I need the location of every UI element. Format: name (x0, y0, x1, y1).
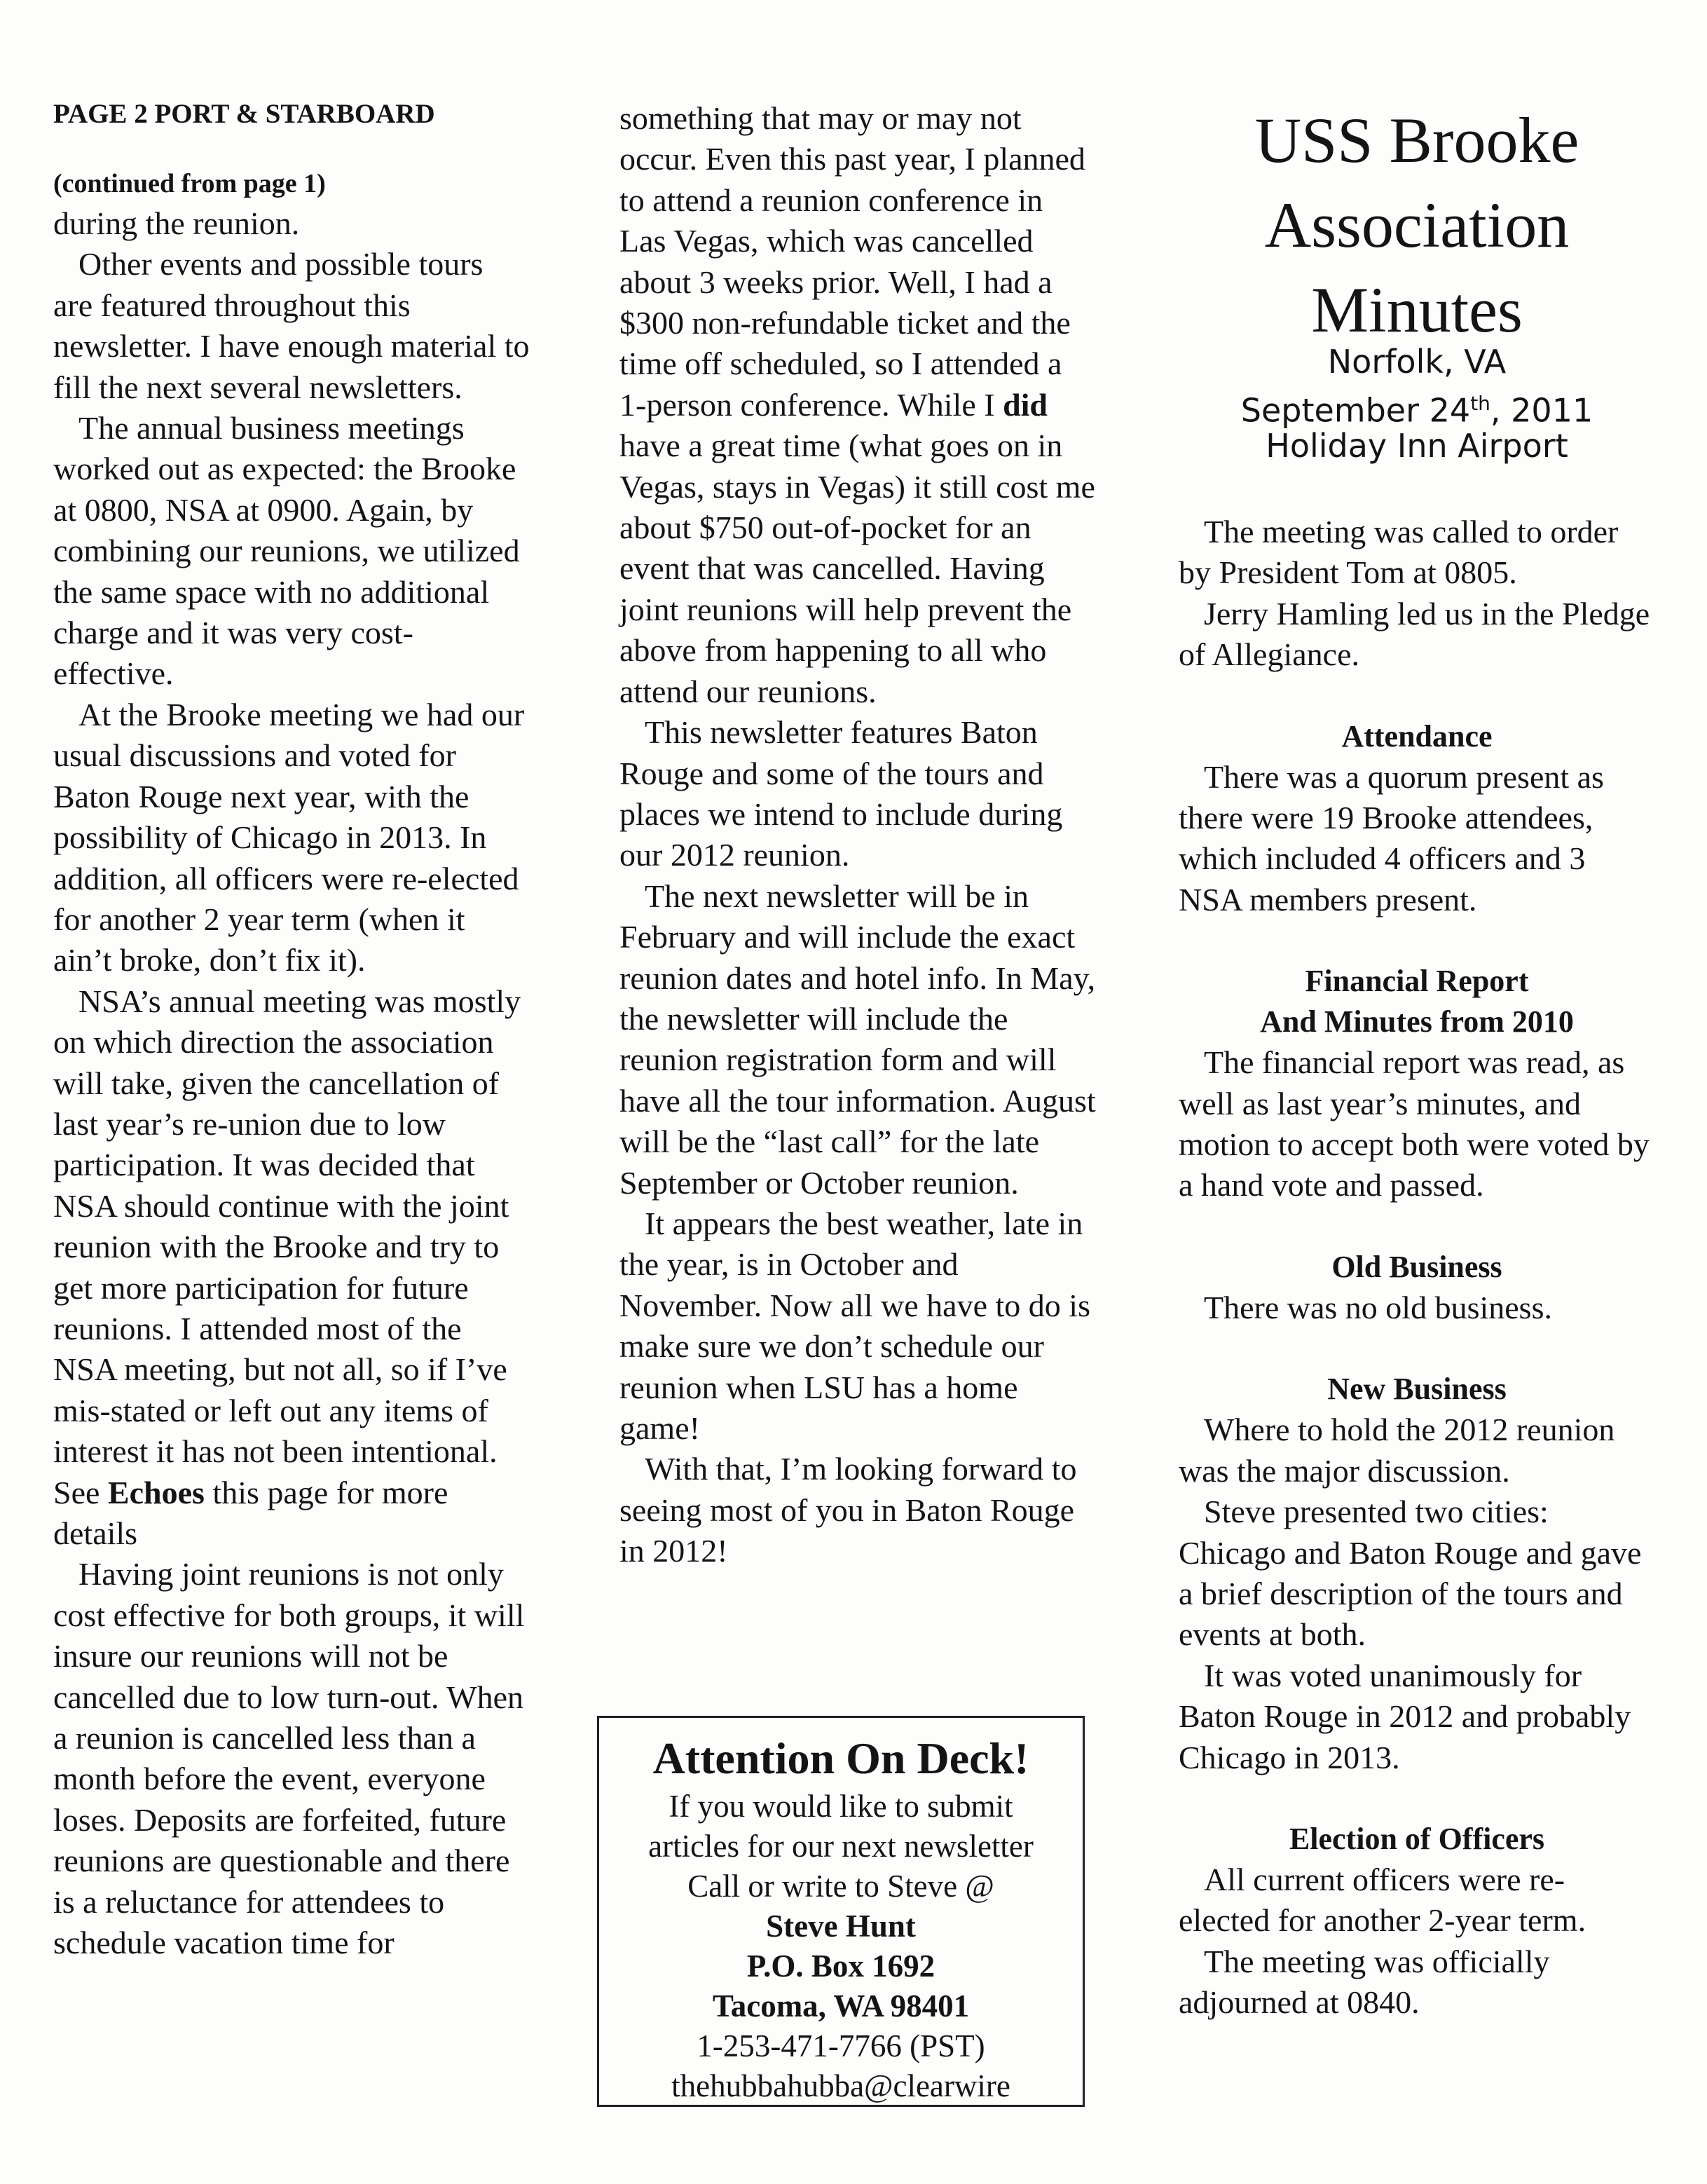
box-line: articles for our next newsletter (648, 1829, 1034, 1864)
paragraph: The meeting was officially adjourned at 0840. (1179, 1943, 1550, 2021)
paragraph: Where to hold the 2012 reunion was the major discussion. (1179, 1412, 1615, 1489)
page-label: PAGE 2 PORT & STARBOARD (53, 99, 435, 129)
box-line: If you would like to submit (669, 1789, 1013, 1824)
section-heading-financial-sub: And Minutes from 2010 (1260, 1004, 1574, 1039)
paragraph: This newsletter features Baton Rouge and some of the tours and places we intend to include during our 2012 reunion. (619, 714, 1063, 873)
text-run: , 2011 (1490, 391, 1593, 430)
contact-city: Tacoma, WA 98401 (712, 1988, 970, 2023)
paragraph: The annual business meetings worked out as expected: the Brooke at 0800, NSA at 0900. Again, by combining our reunions, we utilized the same space with no additional charge and it was very cost-effective. (53, 410, 520, 692)
section-heading-election: Election of Officers (1289, 1821, 1545, 1856)
article-body-left (53, 203, 530, 1963)
title-line: Minutes (1311, 274, 1523, 346)
meeting-location: Norfolk, VA (1327, 343, 1507, 381)
title-line: Association (1264, 189, 1570, 261)
text-run: this page for more details (53, 1474, 448, 1551)
contact-pobox: P.O. Box 1692 (746, 1948, 935, 1984)
paragraph: Jerry Hamling led us in the Pledge of Allegiance. (1179, 595, 1650, 673)
meeting-venue: Holiday Inn Airport (1266, 427, 1568, 465)
minutes-body (1179, 512, 1655, 2023)
paragraph: The meeting was called to order by President Tom at 0805. (1179, 514, 1619, 591)
contact-name: Steve Hunt (766, 1909, 916, 1944)
section-heading-old-business: Old Business (1331, 1249, 1502, 1284)
paragraph: There was a quorum present as there were 19 Brooke attendees, which included 4 officers and 3 NSA members present. (1179, 758, 1604, 917)
paragraph: It was voted unanimously for Baton Rouge in 2012 and probably Chicago in 2013. (1179, 1657, 1631, 1775)
paragraph: The financial report was read, as well as last year’s minutes, and motion to accept both were voted by a hand vote and passed. (1179, 1044, 1650, 1203)
paragraph: All current officers were re-elected for another 2-year term. (1179, 1861, 1586, 1939)
text-run: something that may or may not occur. Even this past year, I planned to attend a reunion conference in Las Vegas, which was cancelled about 3 weeks prior. Well, I had a $300 non-refundable ticket and the time off scheduled, so I attended a 1-person conference. While I (619, 100, 1085, 423)
meeting-date (1179, 383, 1655, 431)
minutes-title (1179, 98, 1655, 353)
paragraph: At the Brooke meeting we had our usual discussions and voted for Baton Rouge next year, with the possibility of Chicago in 2013. In addition, all officers were re-elected for another 2 year term (when it ain’t broke, don’t fix it). (53, 696, 525, 978)
continued-note: (continued from page 1) (53, 169, 326, 198)
paragraph (619, 98, 1096, 712)
contact-phone: 1-253-471-7766 (PST) (697, 2028, 985, 2063)
contact-email: thehubbahubba@clearwire (671, 2068, 1010, 2103)
paragraph: There was no old business. (1204, 1289, 1552, 1325)
title-line: USS Brooke (1254, 104, 1579, 176)
paragraph: It appears the best weather, late in the year, is in October and November. Now all we have to do is make sure we don’t schedule our reunion when LSU has a home game! (619, 1205, 1090, 1446)
section-heading-attendance: Attendance (1341, 718, 1493, 753)
text-run: September 24 (1240, 391, 1471, 430)
attention-box (597, 1716, 1085, 2107)
text-run: have a great time (what goes on in Vegas, stays in Vegas) it still cost me about $750 out-of-pocket for an event that was cancelled. Having joint reunions will help prevent the above from happening to all who attend our reunions. (619, 428, 1095, 709)
paragraph: Having joint reunions is not only cost effective for both groups, it will insure our reunions will not be cancelled due to low turn-out. When a reunion is cancelled less than a month before the event, everyone loses. Deposits are forfeited, future reunions are questionable and there is a reluctance for attendees to schedule vacation time for (53, 1556, 525, 1961)
paragraph: The next newsletter will be in February and will include the exact reunion dates and hotel info. In May, the newsletter will include the reunion registration form and will have all the tour information. August will be the “last call” for the late September or October reunion. (619, 878, 1096, 1201)
section-heading-financial: Financial Report (1305, 964, 1529, 999)
box-line: Call or write to Steve @ (687, 1869, 994, 1904)
section-heading-new-business: New Business (1327, 1372, 1507, 1407)
paragraph: during the reunion. (53, 205, 300, 241)
emphasis: did (1003, 386, 1048, 423)
paragraph (53, 981, 530, 1555)
paragraph: Other events and possible tours are featured throughout this newsletter. I have enough material to fill the next several newsletters. (53, 246, 530, 405)
date-suffix: th (1470, 392, 1490, 415)
echoes-reference: Echoes (107, 1474, 205, 1510)
paragraph: Steve presented two cities: Chicago and Baton Rouge and gave a brief description of the tours and events at both. (1179, 1494, 1642, 1653)
article-body-middle (619, 98, 1096, 1572)
attention-heading: Attention On Deck! (652, 1733, 1029, 1783)
paragraph: With that, I’m looking forward to seeing most of you in Baton Rouge in 2012! (619, 1451, 1077, 1569)
text-run: NSA’s annual meeting was mostly on which direction the association will take, given the cancellation of last year’s re-union due to low participation. It was decided that NSA should continue with the joint reunion with the Brooke and try to get more participation for future reunions. I attended most of the NSA meeting, but not all, so if I’ve mis-stated or left out any items of interest it has not been intentional. See (53, 983, 521, 1510)
